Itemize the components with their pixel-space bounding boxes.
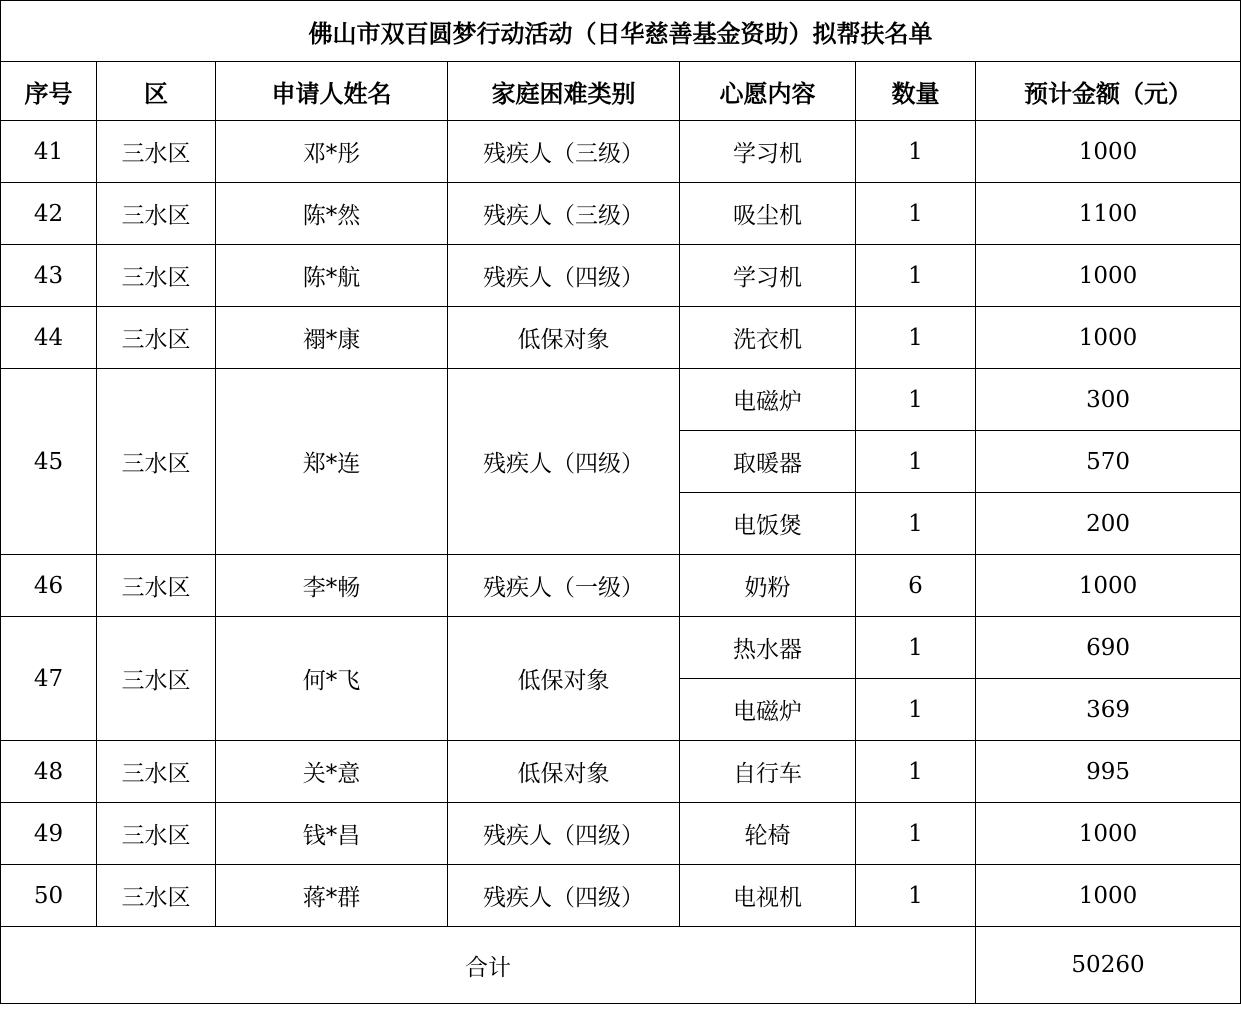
cell-quantity: 1: [856, 617, 976, 679]
table-row: [1, 307, 1241, 369]
cell-name: 邓*彤: [216, 121, 448, 183]
table-row: [1, 369, 1241, 431]
cell-name: 禤*康: [216, 307, 448, 369]
cell-district: 三水区: [97, 741, 216, 803]
cell-wish: 洗衣机: [680, 307, 856, 369]
cell-no: 48: [1, 741, 97, 803]
cell-quantity: 1: [856, 865, 976, 927]
cell-district: 三水区: [97, 369, 216, 555]
cell-category: 残疾人（四级）: [448, 803, 680, 865]
cell-wish: 电磁炉: [680, 369, 856, 431]
cell-no: 46: [1, 555, 97, 617]
cell-wish: 轮椅: [680, 803, 856, 865]
cell-no: 43: [1, 245, 97, 307]
cell-no: 50: [1, 865, 97, 927]
cell-no: 41: [1, 121, 97, 183]
cell-wish: 学习机: [680, 245, 856, 307]
cell-district: 三水区: [97, 555, 216, 617]
cell-no: 42: [1, 183, 97, 245]
header-quantity: 数量: [856, 62, 976, 121]
cell-quantity: 6: [856, 555, 976, 617]
table-row: [1, 617, 1241, 679]
header-no: 序号: [1, 62, 97, 121]
cell-quantity: 1: [856, 803, 976, 865]
cell-no: 44: [1, 307, 97, 369]
cell-amount: 995: [976, 741, 1241, 803]
total-label: 合计: [1, 927, 976, 1004]
cell-no: 45: [1, 369, 97, 555]
cell-name: 陈*然: [216, 183, 448, 245]
cell-category: 低保对象: [448, 741, 680, 803]
cell-quantity: 1: [856, 183, 976, 245]
cell-amount: 1000: [976, 555, 1241, 617]
cell-category: 低保对象: [448, 307, 680, 369]
cell-wish: 吸尘机: [680, 183, 856, 245]
cell-wish: 电磁炉: [680, 679, 856, 741]
cell-category: 残疾人（四级）: [448, 369, 680, 555]
cell-category: 低保对象: [448, 617, 680, 741]
header-district: 区: [97, 62, 216, 121]
cell-wish: 学习机: [680, 121, 856, 183]
cell-amount: 300: [976, 369, 1241, 431]
cell-quantity: 1: [856, 741, 976, 803]
cell-quantity: 1: [856, 679, 976, 741]
cell-name: 钱*昌: [216, 803, 448, 865]
total-row: [1, 927, 1241, 1004]
cell-district: 三水区: [97, 803, 216, 865]
cell-name: 李*畅: [216, 555, 448, 617]
cell-quantity: 1: [856, 369, 976, 431]
cell-no: 47: [1, 617, 97, 741]
cell-amount: 200: [976, 493, 1241, 555]
cell-name: 关*意: [216, 741, 448, 803]
cell-wish: 热水器: [680, 617, 856, 679]
cell-no: 49: [1, 803, 97, 865]
cell-district: 三水区: [97, 245, 216, 307]
cell-amount: 1000: [976, 803, 1241, 865]
cell-name: 蒋*群: [216, 865, 448, 927]
table-row: [1, 741, 1241, 803]
header-category: 家庭困难类别: [448, 62, 680, 121]
cell-wish: 取暖器: [680, 431, 856, 493]
cell-wish: 自行车: [680, 741, 856, 803]
cell-quantity: 1: [856, 493, 976, 555]
cell-quantity: 1: [856, 431, 976, 493]
cell-amount: 690: [976, 617, 1241, 679]
cell-wish: 电视机: [680, 865, 856, 927]
cell-amount: 1000: [976, 245, 1241, 307]
table-row: [1, 555, 1241, 617]
cell-district: 三水区: [97, 307, 216, 369]
header-amount: 预计金额（元）: [976, 62, 1241, 121]
cell-category: 残疾人（一级）: [448, 555, 680, 617]
cell-quantity: 1: [856, 307, 976, 369]
header-name: 申请人姓名: [216, 62, 448, 121]
header-row: [1, 62, 1241, 121]
cell-amount: 1000: [976, 121, 1241, 183]
cell-amount: 1000: [976, 865, 1241, 927]
table-row: [1, 865, 1241, 927]
table-row: [1, 245, 1241, 307]
table-row: [1, 121, 1241, 183]
table-row: [1, 183, 1241, 245]
cell-quantity: 1: [856, 121, 976, 183]
table-row: [1, 803, 1241, 865]
header-wish: 心愿内容: [680, 62, 856, 121]
cell-category: 残疾人（三级）: [448, 183, 680, 245]
cell-wish: 奶粉: [680, 555, 856, 617]
cell-category: 残疾人（三级）: [448, 121, 680, 183]
cell-district: 三水区: [97, 121, 216, 183]
cell-wish: 电饭煲: [680, 493, 856, 555]
cell-amount: 1000: [976, 307, 1241, 369]
cell-district: 三水区: [97, 183, 216, 245]
cell-district: 三水区: [97, 617, 216, 741]
cell-category: 残疾人（四级）: [448, 245, 680, 307]
cell-district: 三水区: [97, 865, 216, 927]
cell-name: 郑*连: [216, 369, 448, 555]
table-title: 佛山市双百圆梦行动活动（日华慈善基金资助）拟帮扶名单: [1, 1, 1241, 62]
cell-amount: 369: [976, 679, 1241, 741]
cell-amount: 570: [976, 431, 1241, 493]
cell-quantity: 1: [856, 245, 976, 307]
cell-name: 何*飞: [216, 617, 448, 741]
cell-amount: 1100: [976, 183, 1241, 245]
cell-category: 残疾人（四级）: [448, 865, 680, 927]
total-amount: 50260: [976, 927, 1241, 1004]
cell-name: 陈*航: [216, 245, 448, 307]
